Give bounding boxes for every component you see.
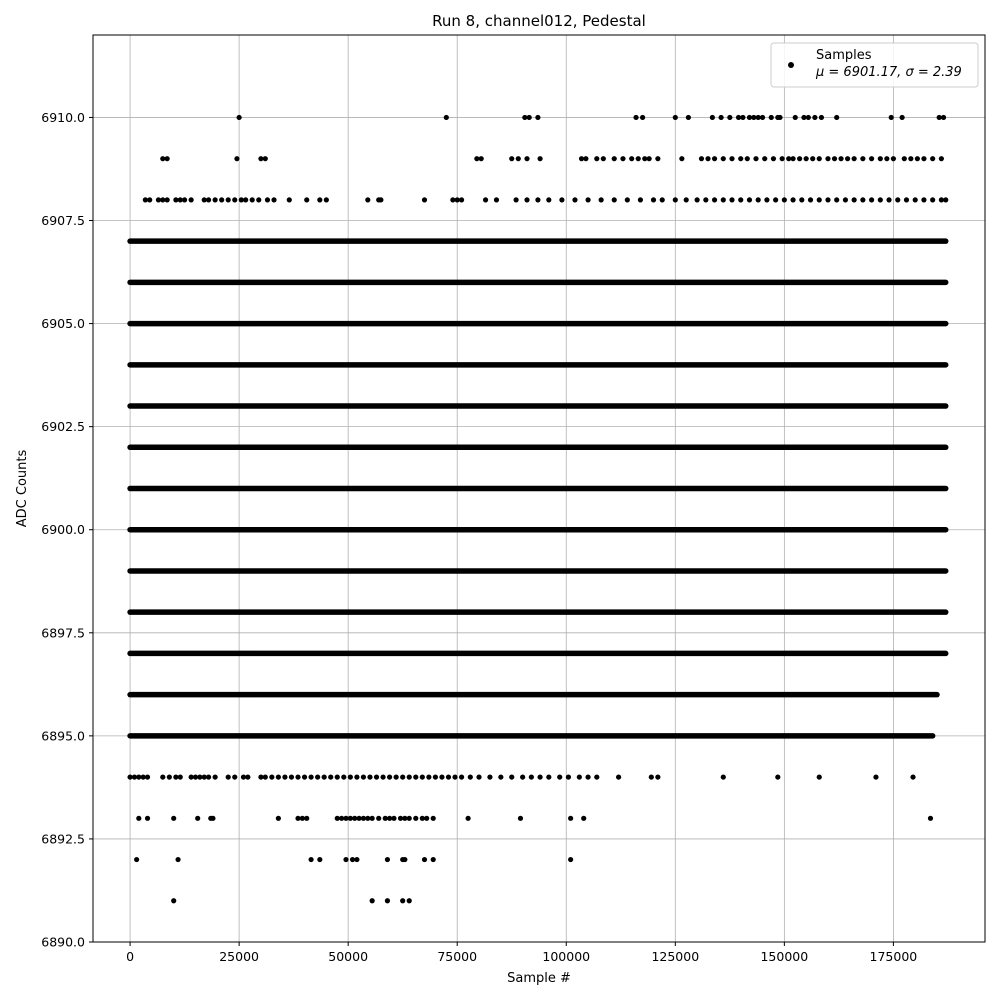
data-point <box>426 774 431 779</box>
data-point <box>265 197 270 202</box>
data-point <box>629 156 634 161</box>
data-point <box>380 774 385 779</box>
data-point <box>810 156 815 161</box>
data-point <box>175 857 180 862</box>
legend-entry-label: Samples <box>816 48 872 63</box>
data-point <box>147 197 152 202</box>
data-point <box>189 197 194 202</box>
data-point <box>385 857 390 862</box>
data-point <box>884 156 889 161</box>
data-point <box>834 115 839 120</box>
data-point <box>134 857 139 862</box>
data-point <box>799 197 804 202</box>
data-point <box>764 197 769 202</box>
x-tick-label: 0 <box>126 949 135 964</box>
data-point <box>721 156 726 161</box>
data-point <box>466 816 471 821</box>
data-point <box>710 115 715 120</box>
data-point <box>636 156 641 161</box>
data-point <box>165 156 170 161</box>
data-point <box>431 857 436 862</box>
data-point <box>638 197 643 202</box>
data-point <box>852 156 857 161</box>
data-point <box>269 774 274 779</box>
data-point <box>524 156 529 161</box>
data-point <box>378 197 383 202</box>
data-point <box>546 197 551 202</box>
data-point <box>804 156 809 161</box>
data-point <box>673 197 678 202</box>
data-point <box>594 156 599 161</box>
data-point <box>585 197 590 202</box>
data-point <box>328 774 333 779</box>
data-point <box>583 156 588 161</box>
data-point <box>136 816 141 821</box>
x-axis-label: Sample # <box>507 971 571 986</box>
data-point <box>444 115 449 120</box>
data-point <box>910 774 915 779</box>
data-point <box>655 774 660 779</box>
data-point <box>361 774 366 779</box>
data-point <box>649 774 654 779</box>
data-point <box>537 774 542 779</box>
data-point <box>838 156 843 161</box>
data-point <box>518 816 523 821</box>
data-point <box>869 156 874 161</box>
data-point <box>625 197 630 202</box>
x-tick-label: 175000 <box>869 949 918 964</box>
data-point <box>420 774 425 779</box>
data-point <box>843 197 848 202</box>
x-tick-label: 50000 <box>328 949 369 964</box>
data-point <box>928 816 933 821</box>
data-point <box>773 197 778 202</box>
data-point <box>699 156 704 161</box>
data-point <box>315 774 320 779</box>
y-tick-label: 6892.5 <box>41 831 85 847</box>
data-point <box>738 156 743 161</box>
data-point <box>226 774 231 779</box>
data-point <box>712 156 717 161</box>
y-tick-label: 6907.5 <box>41 213 85 229</box>
data-point <box>930 197 935 202</box>
data-point <box>476 774 481 779</box>
data-point <box>468 774 473 779</box>
data-point <box>385 898 390 903</box>
data-point <box>908 156 913 161</box>
data-point <box>206 774 211 779</box>
data-point <box>341 774 346 779</box>
data-point <box>226 197 231 202</box>
data-point <box>276 816 281 821</box>
y-tick-label: 6895.0 <box>41 728 85 744</box>
data-point <box>304 816 309 821</box>
data-point <box>869 197 874 202</box>
data-point <box>782 197 787 202</box>
data-point <box>577 774 582 779</box>
data-point <box>568 816 573 821</box>
data-point <box>535 197 540 202</box>
data-point <box>213 774 218 779</box>
data-point <box>354 857 359 862</box>
data-point <box>780 156 785 161</box>
data-point <box>407 774 412 779</box>
data-point <box>845 156 850 161</box>
data-point <box>479 156 484 161</box>
data-point <box>941 115 946 120</box>
data-point <box>546 774 551 779</box>
data-point <box>365 197 370 202</box>
chart-title: Run 8, channel012, Pedestal <box>432 12 646 30</box>
data-point <box>343 857 348 862</box>
data-point <box>902 156 907 161</box>
data-point <box>370 816 375 821</box>
data-point <box>860 197 865 202</box>
data-point <box>387 774 392 779</box>
data-point <box>234 156 239 161</box>
data-point <box>860 156 865 161</box>
data-point <box>524 197 529 202</box>
data-point <box>585 774 590 779</box>
data-point <box>817 156 822 161</box>
legend-entry-stats: μ = 6901.17, σ = 2.39 <box>816 65 962 80</box>
data-point <box>921 156 926 161</box>
data-point <box>374 774 379 779</box>
data-point <box>647 156 652 161</box>
data-point <box>487 774 492 779</box>
data-point <box>422 857 427 862</box>
data-point <box>498 774 503 779</box>
y-tick-label: 6900.0 <box>41 522 85 538</box>
data-point <box>433 774 438 779</box>
data-point <box>640 115 645 120</box>
data-point <box>509 156 514 161</box>
data-point <box>889 115 894 120</box>
data-point <box>616 774 621 779</box>
data-point <box>599 197 604 202</box>
data-point <box>302 774 307 779</box>
data-point <box>793 115 798 120</box>
data-point <box>819 115 824 120</box>
data-point <box>703 197 708 202</box>
data-point <box>727 115 732 120</box>
data-point <box>317 857 322 862</box>
data-point <box>422 197 427 202</box>
data-point <box>771 156 776 161</box>
data-point <box>165 197 170 202</box>
data-point <box>712 197 717 202</box>
data-point <box>777 115 782 120</box>
data-point <box>527 115 532 120</box>
data-point <box>620 156 625 161</box>
data-point <box>232 197 237 202</box>
data-point <box>745 156 750 161</box>
data-point <box>721 197 726 202</box>
data-point <box>729 197 734 202</box>
data-point <box>891 156 896 161</box>
data-point <box>834 197 839 202</box>
data-point <box>348 774 353 779</box>
data-point <box>459 774 464 779</box>
data-point <box>921 197 926 202</box>
data-point <box>660 197 665 202</box>
data-point <box>167 774 172 779</box>
data-point <box>760 115 765 120</box>
data-point <box>825 197 830 202</box>
data-point <box>431 816 436 821</box>
data-point <box>572 197 577 202</box>
data-point <box>930 156 935 161</box>
data-point <box>289 774 294 779</box>
data-point <box>719 115 724 120</box>
data-point <box>308 774 313 779</box>
data-point <box>413 816 418 821</box>
x-tick-label: 75000 <box>437 949 478 964</box>
data-point <box>852 197 857 202</box>
data-point <box>446 774 451 779</box>
data-point <box>178 774 183 779</box>
data-point <box>651 197 656 202</box>
data-point <box>271 197 276 202</box>
data-point <box>943 197 948 202</box>
y-tick-label: 6902.5 <box>41 419 85 435</box>
data-point <box>797 156 802 161</box>
data-point <box>705 156 710 161</box>
data-point <box>535 115 540 120</box>
data-point <box>232 774 237 779</box>
data-point <box>394 774 399 779</box>
data-point <box>762 156 767 161</box>
data-point <box>376 816 381 821</box>
data-point <box>400 774 405 779</box>
data-point <box>516 156 521 161</box>
data-point <box>886 197 891 202</box>
data-point <box>817 774 822 779</box>
y-tick-label: 6910.0 <box>41 109 85 125</box>
data-point <box>529 774 534 779</box>
data-point <box>537 156 542 161</box>
data-point <box>402 857 407 862</box>
data-point <box>679 156 684 161</box>
data-point <box>790 197 795 202</box>
data-point <box>237 115 242 120</box>
data-point <box>612 156 617 161</box>
data-point <box>594 774 599 779</box>
data-point <box>729 156 734 161</box>
data-point <box>263 156 268 161</box>
data-point <box>213 197 218 202</box>
data-point <box>407 898 412 903</box>
data-point <box>878 156 883 161</box>
data-point <box>459 197 464 202</box>
data-point <box>915 156 920 161</box>
data-point <box>250 197 255 202</box>
data-point <box>494 197 499 202</box>
data-point <box>514 197 519 202</box>
data-point <box>601 156 606 161</box>
data-point <box>308 857 313 862</box>
data-point <box>407 816 412 821</box>
data-point <box>900 115 905 120</box>
data-point <box>769 115 774 120</box>
data-point <box>913 197 918 202</box>
data-point <box>878 197 883 202</box>
x-tick-label: 125000 <box>651 949 700 964</box>
data-point <box>439 774 444 779</box>
data-point <box>160 774 165 779</box>
data-point <box>812 115 817 120</box>
data-point <box>317 197 322 202</box>
data-point <box>335 774 340 779</box>
y-axis-label: ADC Counts <box>15 449 30 528</box>
data-point <box>276 774 281 779</box>
legend <box>771 43 978 87</box>
data-point <box>245 774 250 779</box>
data-point <box>566 774 571 779</box>
y-tick-label: 6905.0 <box>41 316 85 332</box>
data-point <box>370 898 375 903</box>
data-point <box>873 774 878 779</box>
data-point <box>568 857 573 862</box>
data-point <box>559 197 564 202</box>
data-point <box>557 774 562 779</box>
data-point <box>684 197 689 202</box>
data-point <box>825 156 830 161</box>
data-point <box>171 816 176 821</box>
data-point <box>206 197 211 202</box>
data-point <box>832 156 837 161</box>
data-point <box>195 816 200 821</box>
data-point <box>391 816 396 821</box>
data-point <box>738 197 743 202</box>
data-point <box>304 197 309 202</box>
data-point <box>581 816 586 821</box>
data-point <box>210 816 215 821</box>
data-point <box>633 115 638 120</box>
data-point <box>145 816 150 821</box>
data-point <box>612 197 617 202</box>
x-tick-label: 25000 <box>219 949 260 964</box>
data-point <box>790 156 795 161</box>
data-point <box>756 197 761 202</box>
data-point <box>895 197 900 202</box>
data-point <box>295 774 300 779</box>
data-point <box>182 197 187 202</box>
data-point <box>324 197 329 202</box>
data-point <box>753 156 758 161</box>
data-point <box>424 816 429 821</box>
data-point <box>256 197 261 202</box>
data-point <box>673 115 678 120</box>
data-point <box>939 156 944 161</box>
data-point <box>145 774 150 779</box>
data-point <box>483 197 488 202</box>
x-tick-label: 150000 <box>760 949 809 964</box>
data-point <box>721 774 726 779</box>
data-point <box>655 156 660 161</box>
data-point <box>520 774 525 779</box>
data-point <box>243 197 248 202</box>
y-tick-label: 6890.0 <box>41 934 85 950</box>
data-point <box>367 774 372 779</box>
data-point <box>322 774 327 779</box>
data-point <box>282 774 287 779</box>
data-point <box>400 898 405 903</box>
data-point <box>740 115 745 120</box>
data-point <box>747 197 752 202</box>
data-point <box>354 774 359 779</box>
x-tick-label: 100000 <box>542 949 591 964</box>
y-tick-label: 6897.5 <box>41 625 85 641</box>
data-point <box>263 774 268 779</box>
legend-marker <box>788 62 794 68</box>
data-point <box>775 774 780 779</box>
data-point <box>509 774 514 779</box>
data-point <box>808 197 813 202</box>
data-point <box>817 197 822 202</box>
data-point <box>219 197 224 202</box>
data-point <box>806 115 811 120</box>
data-point <box>171 898 176 903</box>
data-point <box>452 774 457 779</box>
data-point <box>413 774 418 779</box>
data-point <box>287 197 292 202</box>
data-point <box>686 115 691 120</box>
data-point <box>904 197 909 202</box>
data-point <box>695 197 700 202</box>
